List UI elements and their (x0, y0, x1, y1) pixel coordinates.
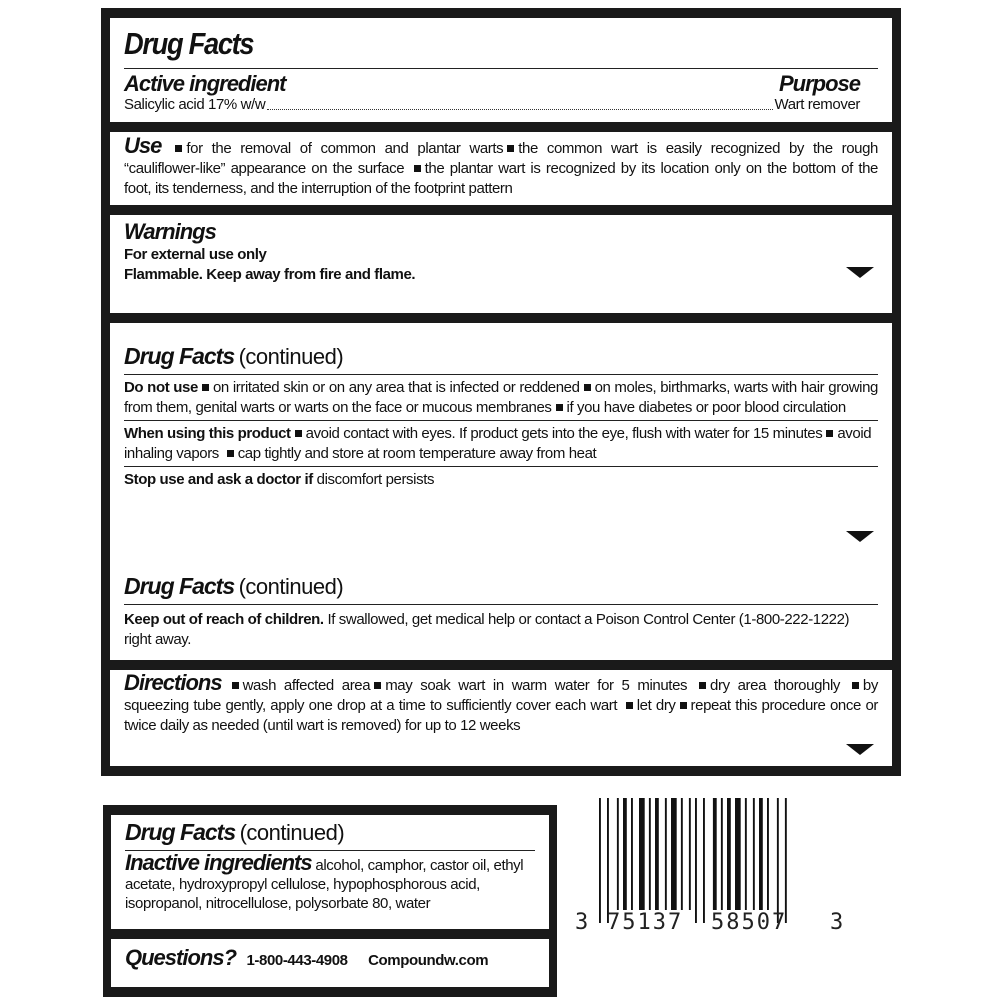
warnings-panel (110, 215, 892, 313)
when-using: When using this product avoid contact with eyes. If product gets into the eye, flush with water for 15 minutes avoid inhaling vapors cap tightly and store at room temperature away from heat (124, 425, 872, 462)
barcode-digit-last: 3 (830, 910, 844, 935)
barcode-bar (599, 798, 601, 923)
barcode-bar (785, 798, 787, 923)
drug-facts-label (101, 8, 901, 776)
barcode-bar (727, 798, 731, 910)
purpose-heading: Purpose (778, 71, 860, 96)
warnings-continued-panel: Drug Facts (continued) Do not use on irritated skin or on any area that is infected or reddened on moles, birthmarks, warts with hair growing from them, genital warts or warts on the face or mucous membranes if you have diabetes or poor blood circulation When using this product avoid contact with eyes. If product gets into the eye, flush with water for 15 minutes avoid inhaling vapors cap tightly and store at room temperature away from heat Stop use and ask a doctor if discomfort persists Drug Facts (continued) Keep out of reach of children. If swallowed, get medical help or contact a Poison Control Center (1-800-222-1222) right away. (110, 323, 892, 660)
use-panel (110, 132, 892, 205)
barcode-bar (631, 798, 633, 910)
page-title: Drug Facts (124, 26, 254, 61)
barcode-bar (735, 798, 741, 910)
divider (124, 68, 878, 69)
do-not-use: Do not use on irritated skin or on any area that is infected or reddened on moles, birthmarks, warts with hair growing from them, genital warts or warts on the face or mucous membranes if you have diabetes or poor blood circulation (124, 379, 878, 416)
barcode-bar (649, 798, 651, 910)
barcode-bars (575, 798, 850, 923)
warning-flammable: Flammable. Keep away from fire and flame. (124, 266, 416, 283)
barcode-bar (665, 798, 667, 910)
directions-heading: Directions (124, 670, 222, 695)
keep-out-of-reach: Keep out of reach of children. If swallowed, get medical help or contact a Poison Control Center (1-800-222-1222) right away. (124, 611, 850, 648)
continued-title: Drug Facts (124, 343, 235, 369)
barcode-bar (721, 798, 723, 910)
continue-arrow-icon (846, 531, 874, 542)
ingredient-purpose: Wart remover (774, 96, 860, 113)
barcode-bar (759, 798, 763, 910)
barcode-bar (607, 798, 609, 923)
barcode-bar (655, 798, 659, 910)
use-item: for the removal of common and plantar warts (186, 140, 504, 157)
barcode-digits-right: 58507 (711, 910, 788, 935)
barcode (575, 798, 850, 943)
continued-suffix: (continued) (238, 344, 344, 369)
barcode-digits-left: 75137 (607, 910, 684, 935)
warnings-heading: Warnings (124, 219, 216, 244)
directions-panel: Directions wash affected area may soak wart in warm water for 5 minutes dry area thoroughly by squeezing tube gently, apply one drop at a time to sufficiently cover each wart let dry repeat this procedure once or twice daily as needed (until wart is removed) for up to 12 weeks (110, 670, 892, 766)
barcode-bar (681, 798, 683, 910)
barcode-digit-first: 3 (575, 910, 589, 935)
barcode-bar (753, 798, 755, 910)
continue-arrow-icon (846, 267, 874, 278)
stop-use: Stop use and ask a doctor if discomfort persists (124, 471, 435, 488)
active-ingredient-panel (110, 18, 892, 122)
website-link[interactable]: Compoundw.com (368, 952, 489, 969)
barcode-bar (671, 798, 677, 910)
questions-heading: Questions? (125, 945, 237, 970)
barcode-bar (767, 798, 769, 910)
use-heading: Use (124, 133, 162, 158)
barcode-bar (617, 798, 619, 910)
use-item: the plantar wart is recognized by its location only on the bottom of the foot, its tenderness, and the interruption of the footprint pattern (124, 160, 878, 197)
inactive-list: alcohol, camphor, castor oil, ethyl acetate, hydroxypropyl cellulose, hypophosphorous acid, isopropanol, nitrocellulose, polysorbate 80, water (125, 857, 524, 912)
use-item: the common wart is easily recognized by the rough “cauliflower-like” appearance on the surface (124, 140, 879, 177)
barcode-bar (777, 798, 779, 923)
barcode-bar (703, 798, 705, 923)
barcode-bar (689, 798, 691, 910)
inactive-panel: Drug Facts (continued) Inactive ingredients alcohol, camphor, castor oil, ethyl acetate, hydroxypropyl cellulose, hypophosphorous acid, isopropanol, nitrocellulose, polysorbate 80, water (111, 815, 549, 929)
phone-number[interactable]: 1-800-443-4908 (246, 952, 348, 969)
ingredient-name: Salicylic acid 17% w/w (124, 96, 266, 113)
continued-title: Drug Facts (124, 573, 235, 599)
warning-external: For external use only (124, 246, 267, 263)
drug-facts-small-label (103, 805, 557, 997)
barcode-bar (623, 798, 627, 910)
continue-arrow-icon (846, 744, 874, 755)
barcode-bar (695, 798, 697, 923)
barcode-bar (639, 798, 645, 910)
questions-panel (111, 939, 549, 987)
inactive-heading: Inactive ingredients (125, 850, 312, 875)
active-ingredient-heading: Active ingredient (124, 71, 286, 96)
barcode-bar (713, 798, 717, 910)
barcode-bar (745, 798, 747, 910)
